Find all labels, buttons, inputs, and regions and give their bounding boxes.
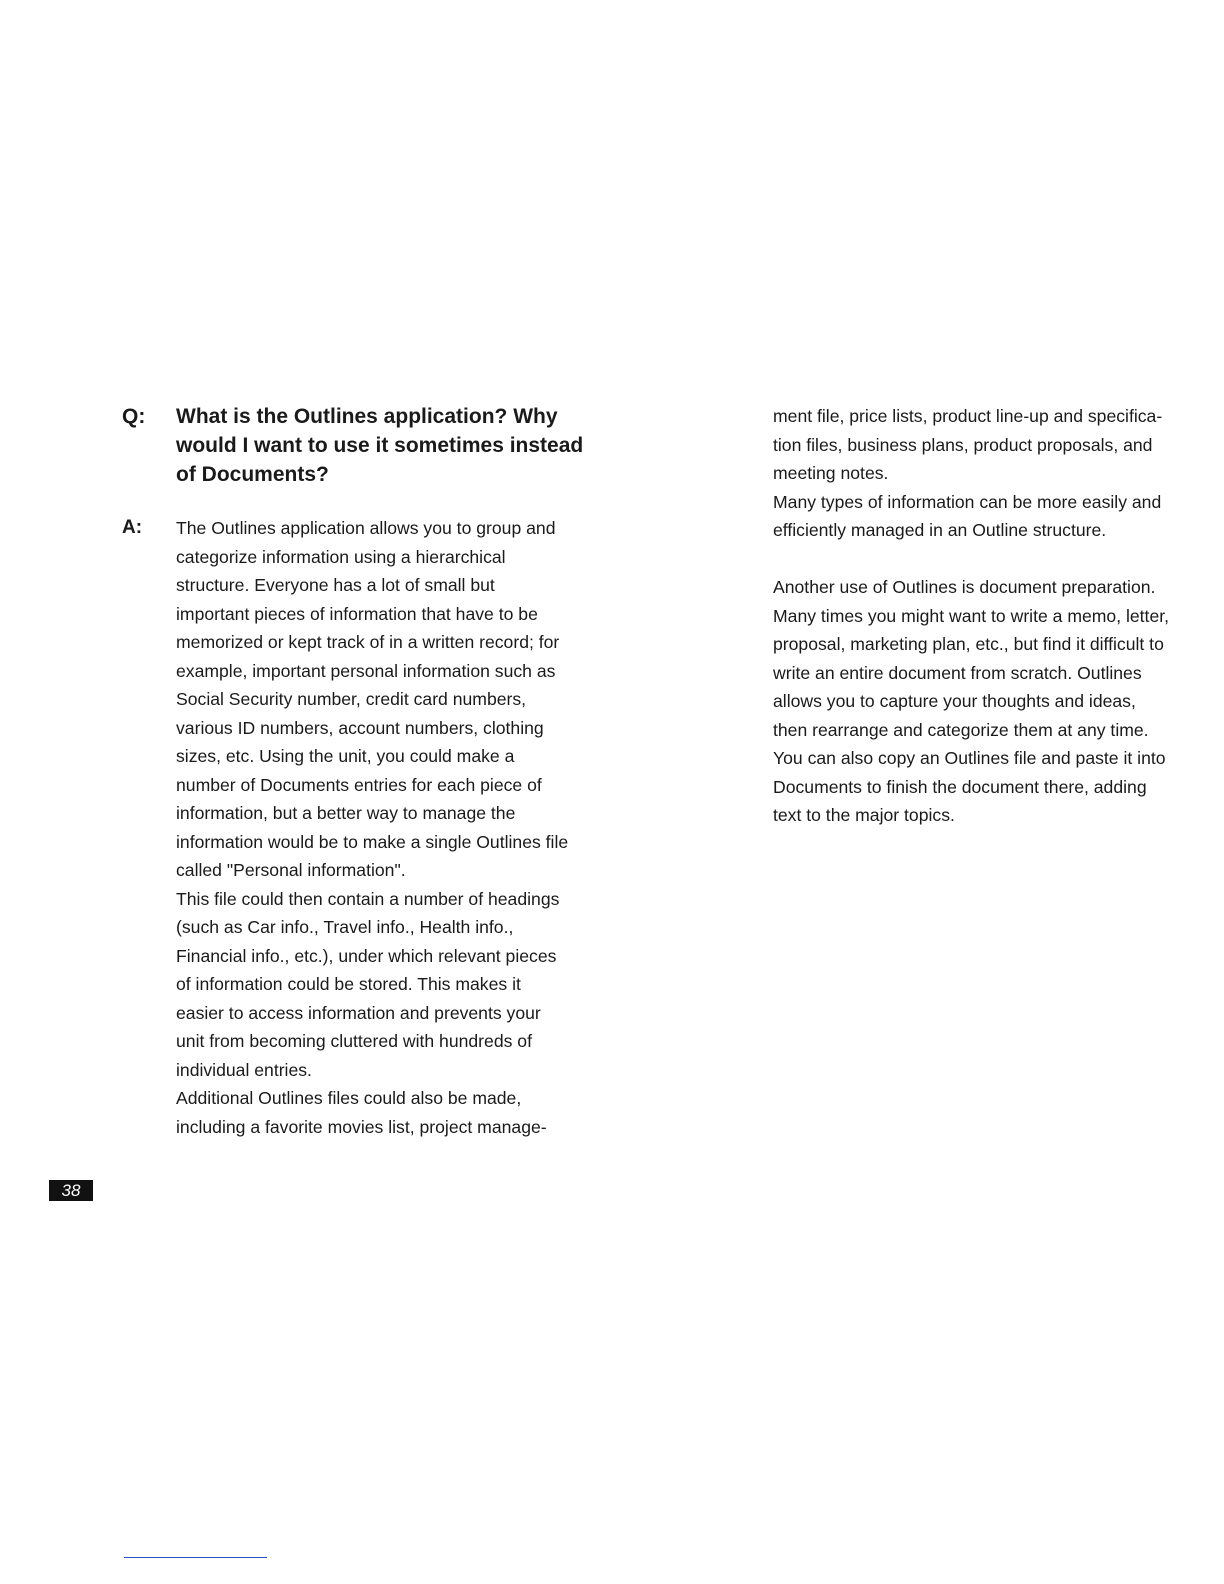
right-line: Many times you might want to write a memo, letter, xyxy=(773,605,1170,626)
answer-line: called "Personal information". xyxy=(176,860,406,880)
answer-line: Financial info., etc.), under which relevant pieces xyxy=(176,945,557,966)
right-line: then rearrange and categorize them at any time. xyxy=(773,719,1149,740)
answer-line: including a favorite movies list, project manage- xyxy=(176,1116,547,1137)
right-line: proposal, marketing plan, etc., but find it difficult to xyxy=(773,634,1164,654)
answer-label: A: xyxy=(122,517,143,538)
paragraph-gap xyxy=(773,545,1213,574)
footer-rule xyxy=(124,1557,267,1558)
question-line: What is the Outlines application? Why xyxy=(176,405,558,428)
question-label: Q: xyxy=(122,405,146,428)
right-paragraph-1 xyxy=(773,402,1213,545)
right-line: Documents to finish the document there, adding xyxy=(773,776,1147,797)
right-paragraph-2 xyxy=(773,573,1213,830)
answer-line: sizes, etc. Using the unit, you could make a xyxy=(176,746,515,766)
answer-line: example, important personal information such as xyxy=(176,660,556,681)
answer-line: individual entries. xyxy=(176,1059,312,1080)
answer-line: (such as Car info., Travel info., Health info., xyxy=(176,917,514,937)
right-line: efficiently managed in an Outline structure. xyxy=(773,520,1107,540)
answer-line: important pieces of information that have to be xyxy=(176,603,538,624)
answer-line: structure. Everyone has a lot of small but xyxy=(176,575,495,595)
answer-line: information, but a better way to manage the xyxy=(176,803,516,823)
answer-line: number of Documents entries for each piece of xyxy=(176,774,542,795)
question-line: would I want to use it sometimes instead xyxy=(176,434,584,457)
answer-line: Additional Outlines files could also be made, xyxy=(176,1088,522,1108)
right-line: write an entire document from scratch. Outlines xyxy=(773,662,1142,683)
answer-line: memorized or kept track of in a written record; for xyxy=(176,632,560,652)
question-text xyxy=(176,402,621,489)
answer-line: easier to access information and prevents your xyxy=(176,1002,541,1023)
right-line: meeting notes. xyxy=(773,463,889,483)
answer-line: unit from becoming cluttered with hundreds of xyxy=(176,1031,532,1051)
right-line: Many types of information can be more easily and xyxy=(773,491,1162,512)
right-column xyxy=(773,402,1213,830)
right-line: ment file, price lists, product line-up and specifica- xyxy=(773,406,1163,426)
right-line: Another use of Outlines is document preparation. xyxy=(773,577,1156,597)
answer-line: various ID numbers, account numbers, clothing xyxy=(176,717,544,738)
right-line: text to the major topics. xyxy=(773,805,955,825)
answer-line: The Outlines application allows you to group and xyxy=(176,518,556,538)
right-line: allows you to capture your thoughts and ideas, xyxy=(773,691,1136,711)
right-line: tion files, business plans, product proposals, and xyxy=(773,434,1153,455)
answer-line: information would be to make a single Outlines file xyxy=(176,831,569,852)
answer-text xyxy=(176,514,621,1141)
answer-line: of information could be stored. This makes it xyxy=(176,974,521,994)
answer-line: Social Security number, credit card numbers, xyxy=(176,689,527,709)
answer-line: This file could then contain a number of headings xyxy=(176,888,560,909)
right-line: You can also copy an Outlines file and paste it into xyxy=(773,748,1166,768)
question-line: of Documents? xyxy=(176,463,329,486)
page-number-badge: 38 xyxy=(49,1180,93,1201)
answer-line: categorize information using a hierarchical xyxy=(176,546,506,567)
